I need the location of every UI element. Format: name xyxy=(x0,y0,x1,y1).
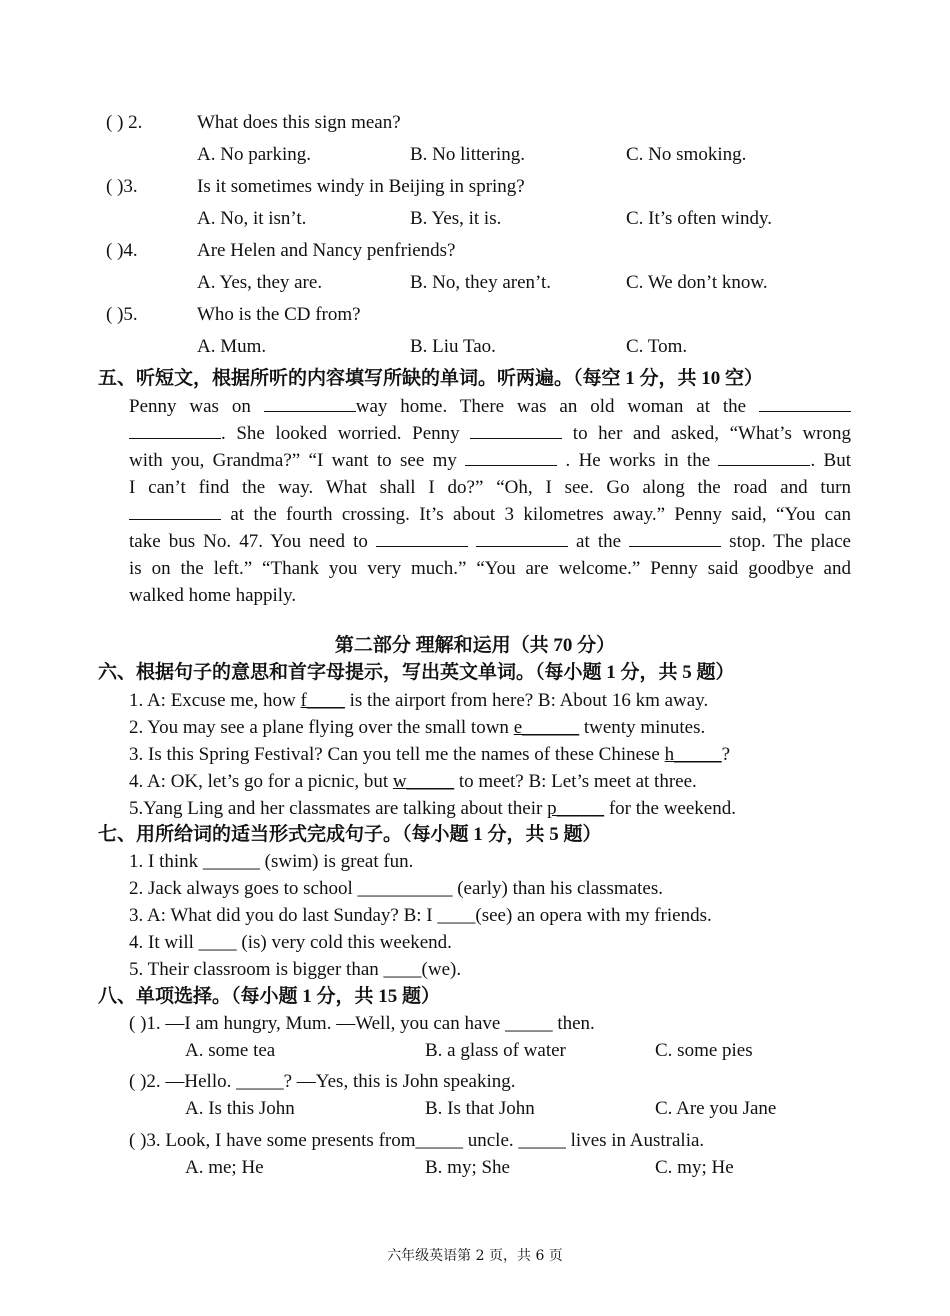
page-footer: 六年级英语第 2 页，共 6 页 xyxy=(387,1248,563,1264)
option-b: B. a glass of water xyxy=(425,1040,566,1061)
answer-blank[interactable] xyxy=(718,451,810,466)
question-number: ( )3. xyxy=(106,176,138,197)
option-a: A. Yes, they are. xyxy=(197,272,323,293)
mc-question: ( )3. Look, I have some presents from_____ uncle. _____ lives in Australia. xyxy=(129,1130,705,1151)
option-c: C. It’s often windy. xyxy=(626,208,773,229)
option-a: A. Mum. xyxy=(197,336,267,357)
option-c: C. Are you Jane xyxy=(655,1098,777,1119)
hint-blank[interactable]: e______ xyxy=(513,717,580,738)
mc-question: ( )1. —I am hungry, Mum. —Well, you can have _____ then. xyxy=(129,1013,595,1034)
passage-line: Penny was on way home. There was an old woman at the xyxy=(129,393,851,420)
answer-blank[interactable] xyxy=(376,532,468,547)
section7-item: 5. Their classroom is bigger than ____(we). xyxy=(129,959,462,980)
section7-heading: 七、用所给词的适当形式完成句子。（每小题 1 分，共 5 题） xyxy=(98,824,602,845)
question-text: Who is the CD from? xyxy=(197,304,361,325)
option-c: C. Tom. xyxy=(626,336,688,357)
passage-line: . She looked worried. Penny to her and asked, “What’s wrong xyxy=(129,420,851,447)
part2-title: 第二部分 理解和运用（共 70 分） xyxy=(334,635,616,656)
answer-blank[interactable] xyxy=(476,532,568,547)
passage-line: take bus No. 47. You need to at the stop. The place xyxy=(129,531,851,552)
option-a: A. Is this John xyxy=(185,1098,295,1119)
section7-item: 4. It will ____ (is) very cold this weekend. xyxy=(129,932,452,953)
passage-line: is on the left.” “Thank you very much.” “You are welcome.” Penny said goodbye and xyxy=(129,558,851,579)
hint-blank[interactable]: w_____ xyxy=(392,771,455,792)
option-a: A. No parking. xyxy=(197,144,311,165)
option-c: C. No smoking. xyxy=(626,144,747,165)
question-number: ( ) 2. xyxy=(106,112,143,133)
hint-blank[interactable]: p_____ xyxy=(547,798,605,819)
question-text: What does this sign mean? xyxy=(197,112,401,133)
answer-blank[interactable] xyxy=(465,451,557,466)
option-a: A. me; He xyxy=(185,1157,264,1178)
option-b: B. No littering. xyxy=(410,144,526,165)
section5-passage xyxy=(129,393,851,609)
section6-item: 4. A: OK, let’s go for a picnic, but w_____ to meet? B: Let’s meet at three. xyxy=(129,771,697,792)
option-c: C. my; He xyxy=(655,1157,734,1178)
option-b: B. Liu Tao. xyxy=(410,336,496,357)
passage-line: walked home happily. xyxy=(129,585,297,606)
hint-blank[interactable]: h_____ xyxy=(664,744,722,765)
section6-item: 2. You may see a plane flying over the small town e______ twenty minutes. xyxy=(129,717,706,738)
answer-blank[interactable] xyxy=(759,397,851,412)
section5-heading: 五、听短文，根据所听的内容填写所缺的单词。听两遍。（每空 1 分，共 10 空） xyxy=(98,368,764,389)
answer-blank[interactable] xyxy=(264,397,356,412)
option-b: B. No, they aren’t. xyxy=(410,272,552,293)
section7-item: 3. A: What did you do last Sunday? B: I ____(see) an opera with my friends. xyxy=(129,905,712,926)
passage-line: at the fourth crossing. It’s about 3 kilometres away.” Penny said, “You can xyxy=(129,501,851,528)
answer-blank[interactable] xyxy=(470,424,562,439)
option-a: A. No, it isn’t. xyxy=(197,208,307,229)
answer-blank[interactable] xyxy=(129,424,221,439)
answer-blank[interactable] xyxy=(629,532,721,547)
section6-item: 5.Yang Ling and her classmates are talking about their p_____ for the weekend. xyxy=(129,798,736,819)
hint-blank[interactable]: f____ xyxy=(300,690,345,711)
passage-line: I can’t find the way. What shall I do?” “Oh, I see. Go along the road and turn xyxy=(129,477,851,498)
answer-blank[interactable] xyxy=(129,505,221,520)
option-a: A. some tea xyxy=(185,1040,276,1061)
section7-item: 2. Jack always goes to school __________ (early) than his classmates. xyxy=(129,878,663,899)
option-b: B. Is that John xyxy=(425,1098,535,1119)
passage-line: with you, Grandma?” “I want to see my . He works in the . But xyxy=(129,450,851,471)
section7-item: 1. I think ______ (swim) is great fun. xyxy=(129,851,414,872)
section6-heading: 六、根据句子的意思和首字母提示，写出英文单词。（每小题 1 分，共 5 题） xyxy=(98,662,735,683)
question-number: ( )5. xyxy=(106,304,138,325)
question-number: ( )4. xyxy=(106,240,138,261)
section6-item: 3. Is this Spring Festival? Can you tell me the names of these Chinese h_____? xyxy=(129,744,731,765)
option-c: C. some pies xyxy=(655,1040,753,1061)
question-text: Are Helen and Nancy penfriends? xyxy=(197,240,456,261)
option-b: B. my; She xyxy=(425,1157,510,1178)
section6-item: 1. A: Excuse me, how f____ is the airport from here? B: About 16 km away. xyxy=(129,690,709,711)
mc-question: ( )2. —Hello. _____? —Yes, this is John speaking. xyxy=(129,1071,516,1092)
question-text: Is it sometimes windy in Beijing in spring? xyxy=(197,176,525,197)
option-b: B. Yes, it is. xyxy=(410,208,502,229)
section8-heading: 八、单项选择。（每小题 1 分，共 15 题） xyxy=(98,986,441,1007)
option-c: C. We don’t know. xyxy=(626,272,768,293)
